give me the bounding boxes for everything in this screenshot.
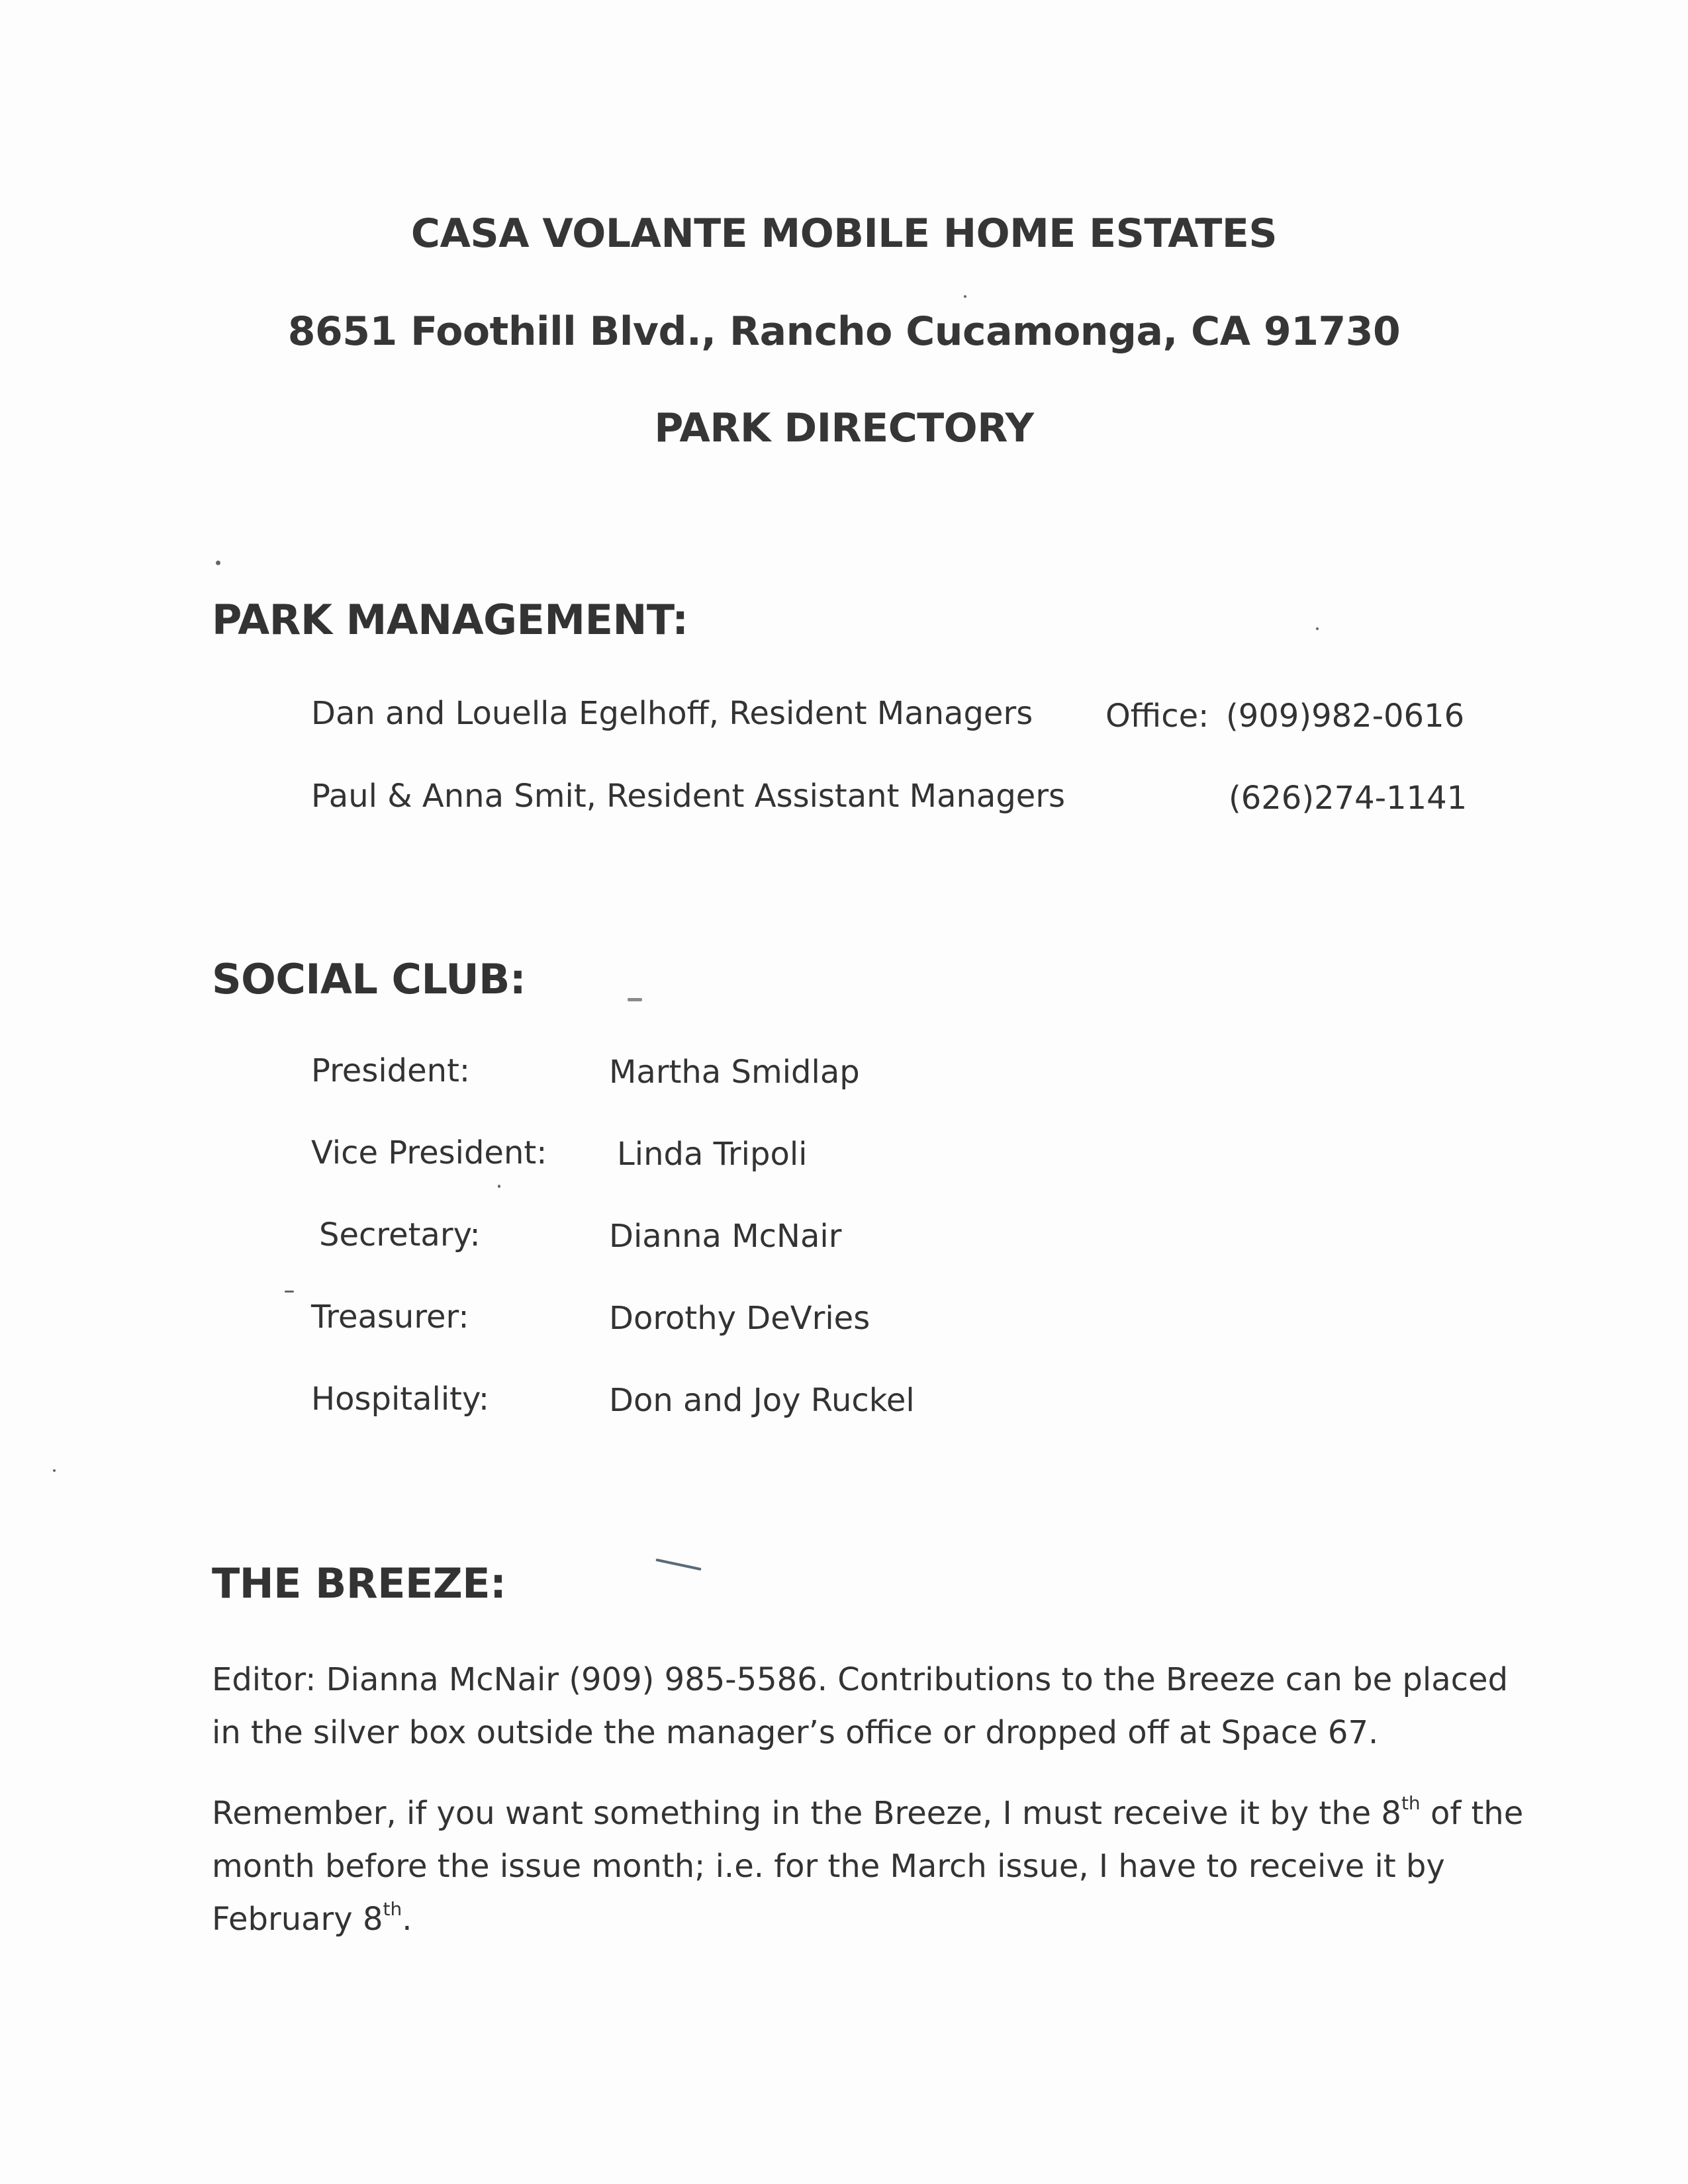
officer-name-vice-president: Linda Tripoli [617, 1136, 808, 1173]
assistant-manager-name: Paul & Anna Smit, Resident Assistant Managers [311, 778, 1066, 815]
officer-name-secretary: Dianna McNair [609, 1218, 842, 1255]
officer-role-treasurer: Treasurer: [311, 1298, 469, 1336]
officer-role-hospitality: Hospitality: [311, 1381, 490, 1418]
document-subtitle: PARK DIRECTORY [654, 405, 1034, 451]
breeze-deadline-paragraph: Remember, if you want something in the Breeze, I must receive it by the 8th of the month before the issue month; i.e. for the March issue, I have to receive it by February 8th. [212, 1792, 1524, 1938]
the-breeze-heading: THE BREEZE: [212, 1559, 506, 1608]
social-club-heading: SOCIAL CLUB: [212, 955, 526, 1003]
manager-phone: (909)982-0616 [1226, 698, 1465, 735]
document-title: CASA VOLANTE MOBILE HOME ESTATES [410, 210, 1278, 257]
office-phone-label: Office: [1105, 698, 1209, 735]
officer-role-secretary: Secretary: [319, 1216, 481, 1253]
park-address: 8651 Foothill Blvd., Rancho Cucamonga, CA 91730 [287, 308, 1401, 355]
officer-role-president: President: [311, 1052, 471, 1089]
officer-role-vice-president: Vice President: [311, 1134, 547, 1171]
park-management-heading: PARK MANAGEMENT: [212, 596, 688, 644]
manager-name: Dan and Louella Egelhoff, Resident Managers [311, 695, 1033, 732]
officer-name-president: Martha Smidlap [609, 1054, 860, 1091]
officer-name-hospitality: Don and Joy Ruckel [609, 1382, 915, 1419]
officer-name-treasurer: Dorothy DeVries [609, 1300, 870, 1337]
breeze-editor-paragraph: Editor: Dianna McNair (909) 985-5586. Contributions to the Breeze can be placed in the silver box outside the manager’s office or dropped off at Space 67. [212, 1661, 1509, 1751]
assistant-manager-phone: (626)274-1141 [1229, 780, 1468, 817]
